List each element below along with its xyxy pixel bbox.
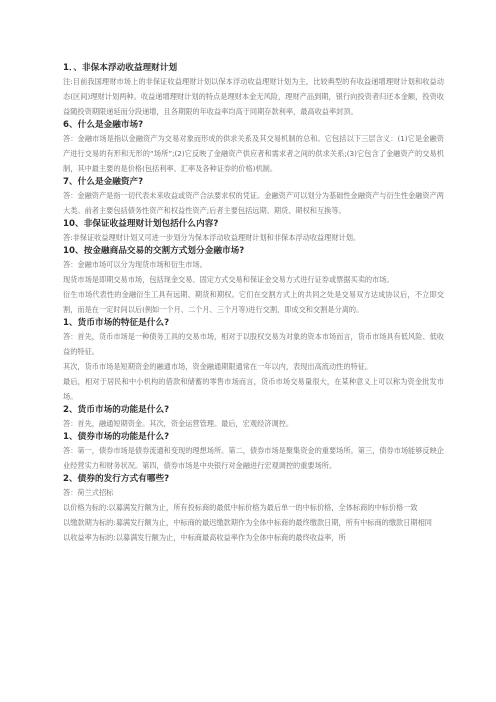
section <box>63 245 444 317</box>
section-heading: 2、货币市场的功能是什么? <box>63 405 170 415</box>
paragraph: 最后，相对于居民和中小机构的借款和储蓄的零售市场而言，货币市场交易量很大，在某种意义上可以称为资金批发市场。 <box>63 377 444 401</box>
paragraph: 答：金融资产是指一切代表未来收益或资产合法要求权的凭证。金融资产可以划分为基础性金融资产与衍生性金融资产两大类。前者主要包括债务性资产和权益性资产;后者主要包括远期、期货、期权和互换等。 <box>63 191 444 215</box>
paragraph: 答:非保证收益理财计划又可进一步划分为保本浮动收益理财计划和非保本浮动收益理财计划。 <box>63 233 361 242</box>
section-heading: 1．、非保本浮动收益理财计划 <box>63 63 178 73</box>
paragraph: 以缴款期为标的:募满发行额为止，中标商的最迟缴款期作为全体中标商的最终缴款日期，所有中标商的缴款日期相同 <box>63 518 432 527</box>
document-body <box>63 62 444 545</box>
section-heading: 2、债券的发行方式有哪些? <box>63 474 170 484</box>
paragraph: 衍生市场代表性的金融衍生工具有远期、期货和期权。它们在交割方式上的共同之处是交易双方达成协议后，不立即交割，而是在一定时间以后(例如一个月、二个月、三个月等)进行交割，即成交和交割是分离的。 <box>63 290 444 314</box>
paragraph: 答：首先，融通短期资金。其次，资金运营管理。最后，宏观经济调控。 <box>63 419 294 428</box>
paragraph: 以收益率为标的:以募满发行额为止，中标商最高收益率作为全体中标商的最终收益率，所 <box>63 533 346 542</box>
section <box>63 431 444 473</box>
section <box>63 404 444 431</box>
section <box>63 62 444 119</box>
section-heading: 1、债券市场的功能是什么? <box>63 432 170 442</box>
section-heading: 10、按金融商品交易的交割方式划分金融市场? <box>63 246 245 256</box>
section <box>63 176 444 218</box>
paragraph: 其次，货币市场是短期资金的融通市场，资金融通期限通常在一年以内，表现出高流动性的特征。 <box>63 362 373 371</box>
paragraph: 以价格为标的:以募满发行额为止，所有投标商的最低中标价格为最后单一的中标价格，全体标商的中标价格一致 <box>63 503 418 512</box>
paragraph: 注:目前我国理财市场上的非保证收益理财计划以保本浮动收益理财计划为主，比较典型的有收益递增理财计划和收益动态(区间)理财计划两种。收益递增理财计划的特点是理财本金无风险，理财产品到期，银行向投资者归还本金额，投资收益随投资期限递延而分段递增，且各期限的年收益率均高于同期存款利率，最高收益率封顶。 <box>63 77 444 116</box>
section <box>63 317 444 404</box>
paragraph: 答：第一，债券市场是债券流通和变现的理想场所。第二，债券市场是聚集资金的重要场所。第三，债券市场能够反映企业经营实力和财务状况。第四，债券市场是中央银行对金融进行宏观调控的重要场所。 <box>63 446 444 470</box>
section-heading: 10、非保证收益理财计划包括什么内容? <box>63 219 219 229</box>
section-heading: 7、什么是金融资产? <box>63 177 144 187</box>
section-heading: 1、货币市场的特征是什么? <box>63 318 170 328</box>
paragraph: 答：金融市场是指以金融资产为交易对象而形成的供求关系及其交易机制的总和。它包括以下三层含义：(1)它是金融资产进行交易的有形和无形的“场所”;(2)它反映了金融资产供应者和需求者之间的供求关系;(3)它包含了金融资产的交易机制，其中最主要的是价格(包括利率、汇率及各种证券的价格)机制。 <box>63 134 444 173</box>
section <box>63 119 444 176</box>
paragraph: 答：首先，货币市场是一种债务工具的交易市场，相对于以股权交易为对象的资本市场而言，货币市场具有低风险、低收益的特征。 <box>63 332 444 356</box>
paragraph: 现货市场是即期交易市场，包括现金交易、固定方式交易和保证金交易方式进行证券或票据买卖的市场。 <box>63 275 394 284</box>
section <box>63 473 444 545</box>
paragraph: 答：金融市场可以分为现货市场和衍生市场。 <box>63 260 207 269</box>
paragraph: 答：荷兰式招标 <box>63 488 114 497</box>
section <box>63 218 444 245</box>
section-heading: 6、什么是金融市场? <box>63 120 144 130</box>
